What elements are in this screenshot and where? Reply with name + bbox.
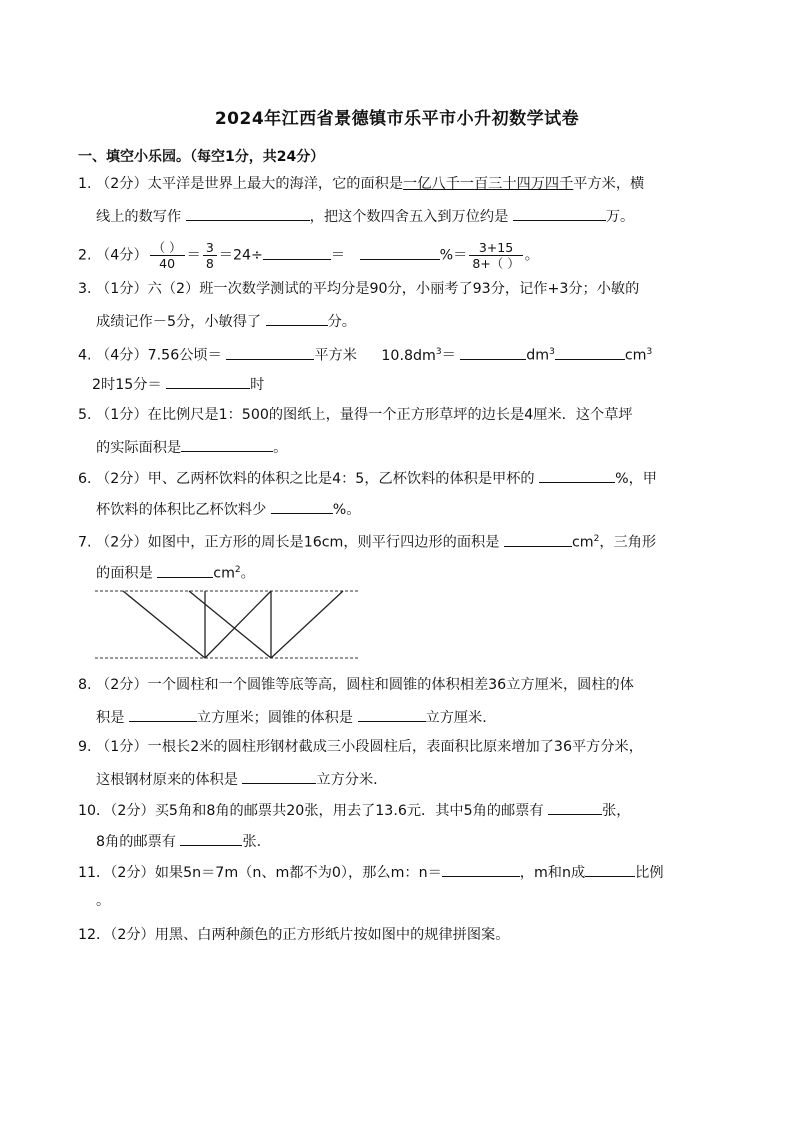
q2-blank-1[interactable] [263, 244, 331, 260]
question-11-line-1 [78, 861, 664, 883]
q2-equals-2: ＝ [330, 247, 346, 264]
q2-fraction-1-numerator: （ ） [150, 240, 185, 256]
q4-blank-1[interactable] [226, 344, 314, 360]
q2-fraction-3-numerator: 3+15 [469, 240, 522, 256]
figure-triangle-edge [271, 591, 343, 658]
q4-sup-1: 3 [435, 347, 442, 357]
q6-blank-1[interactable] [539, 467, 615, 483]
q2-percent: %＝ [439, 247, 468, 264]
question-10-line-1 [78, 799, 631, 821]
q5-blank-1[interactable] [181, 436, 273, 452]
q2-fraction-3 [469, 240, 522, 271]
q3-text-a: 成绩记作－5分，小敏得了 [96, 314, 262, 330]
question-1-line-1 [78, 174, 644, 194]
q5-text-b: 。 [273, 440, 288, 456]
question-8-line-2 [96, 706, 487, 728]
q10-blank-1[interactable] [548, 799, 602, 815]
q2-fraction-3-denominator: 8+（ ） [472, 256, 520, 271]
q10-text-d: 张. [242, 834, 262, 850]
question-4-line-1 [78, 342, 652, 366]
q7-sup-1: 2 [593, 534, 600, 544]
q2-end: 。 [524, 247, 539, 264]
q6-blank-2[interactable] [271, 498, 333, 514]
q8-blank-1[interactable] [129, 706, 197, 722]
q11-text-a: 11．（2分）如果5n＝7m（n、m都不为0），那么m：n＝ [78, 865, 442, 881]
q10-text-b: 张， [602, 803, 631, 819]
q2-equals-1: ＝ [186, 247, 201, 264]
question-9-line-2 [96, 768, 378, 790]
q2-blank-2[interactable] [360, 244, 440, 260]
q10-blank-2[interactable] [180, 830, 242, 846]
q4-text-a: 4. （4分）7.56公顷＝ [78, 347, 222, 364]
question-5-line-1: 5. （1分）在比例尺是1：500的图纸上，量得一个正方形草坪的边长是4厘米．这个草坪 [78, 407, 633, 423]
q8-text-b: 立方厘米；圆锥的体积是 [196, 710, 353, 726]
q1-text-a: 线上的数写作 [96, 209, 182, 225]
q4-text-b: 平方米 [314, 347, 357, 364]
question-2-line-1 [78, 240, 539, 271]
q8-blank-2[interactable] [358, 706, 426, 722]
q6-text-b: %，甲 [615, 471, 657, 487]
q10-text-a: 10．（2分）买5角和8角的邮票共20张，用去了13.6元．其中5角的邮票有 [78, 803, 544, 819]
q4-text-c: 10.8dm [381, 347, 436, 364]
q6-text-d: %。 [332, 502, 361, 518]
question-11-line-2: 。 [96, 893, 111, 909]
q8-text-c: 立方厘米. [425, 710, 487, 726]
q1-text-c: 万。 [605, 209, 635, 225]
q2-fraction-2-numerator: 3 [203, 240, 217, 256]
q4-blank-4[interactable] [166, 373, 250, 389]
q11-text-c: 比例 [635, 865, 664, 881]
question-7-line-1 [78, 529, 656, 553]
figure-parallelogram-right-edge [189, 591, 271, 658]
question-5-line-2 [96, 436, 287, 458]
q1-blank-1[interactable] [186, 205, 310, 221]
question-8-line-1: 8. （2分）一个圆柱和一个圆锥等底等高，圆柱和圆锥的体积相差36立方厘米，圆柱的体 [78, 677, 634, 693]
q3-text-b: 分。 [327, 314, 356, 330]
q11-blank-2[interactable] [585, 861, 635, 877]
q3-blank-1[interactable] [266, 310, 328, 326]
figure-square-diagonal [205, 591, 271, 658]
q7-text-f: 。 [240, 565, 255, 582]
q4-text-d: ＝ [441, 347, 456, 364]
question-10-line-2 [96, 830, 261, 852]
q5-text-a: 的实际面积是 [96, 440, 182, 456]
q7-text-c: ，三角形 [599, 534, 657, 551]
q2-fraction-2-denominator: 8 [205, 256, 214, 271]
q7-text-e: cm [213, 565, 235, 582]
q1-suffix: 平方米，横 [573, 176, 645, 192]
q7-text-a: 7. （2分）如图中，正方形的周长是16cm，则平行四边形的面积是 [78, 534, 500, 551]
question-6-line-2 [96, 498, 360, 520]
q2-prefix: 2. （4分） [78, 247, 148, 264]
square-parallelogram-triangle-figure [95, 587, 360, 662]
q2-fraction-1 [150, 240, 185, 271]
q6-text-a: 6. （2分）甲、乙两杯饮料的体积之比是4：5，乙杯饮料的体积是甲杯的 [78, 471, 535, 487]
q7-text-d: 的面积是 [96, 565, 153, 582]
q4-sup-2: 3 [549, 347, 555, 357]
q1-text-b: ，把这个数四舍五入到万位约是 [309, 209, 509, 225]
question-7-line-2 [96, 560, 255, 584]
q4-sup-3: 3 [646, 347, 653, 357]
q4-text-f: cm [624, 347, 647, 364]
page-title: 2024年江西省景德镇市乐平市小升初数学试卷 [214, 109, 580, 129]
q2-divide: ＝24÷ [218, 247, 263, 264]
q10-text-c: 8角的邮票有 [96, 834, 176, 850]
question-6-line-1 [78, 467, 657, 489]
q9-text-a: 这根钢材原来的体积是 [96, 772, 238, 788]
q4-blank-2[interactable] [460, 344, 526, 360]
q11-blank-1[interactable] [442, 861, 520, 877]
q9-blank-1[interactable] [242, 768, 316, 784]
q9-text-b: 立方分米. [316, 772, 378, 788]
q4-text-e: dm [526, 347, 550, 364]
q7-blank-2[interactable] [157, 562, 213, 578]
question-3-line-1: 3. （1分）六（2）班一次数学测试的平均分是90分，小丽考了93分，记作+3分；小敏的 [78, 281, 640, 297]
q2-fraction-1-denominator: 40 [159, 256, 176, 271]
q4-text-h: 时 [250, 377, 265, 393]
question-4-line-2 [92, 373, 264, 395]
q8-text-a: 积是 [96, 710, 125, 726]
q1-blank-2[interactable] [513, 205, 606, 221]
q2-fraction-2 [203, 240, 217, 271]
question-9-line-1: 9. （1分）一根长2米的圆柱形钢材截成三小段圆柱后，表面积比原来增加了36平方分米， [78, 739, 643, 755]
q6-text-c: 杯饮料的体积比乙杯饮料少 [96, 502, 267, 518]
question-1-line-2 [96, 205, 634, 227]
q11-text-b: ，m和n成 [519, 865, 586, 881]
q7-sup-2: 2 [234, 565, 241, 575]
q7-blank-1[interactable] [504, 531, 572, 547]
q4-blank-3[interactable] [555, 344, 625, 360]
question-3-line-2 [96, 310, 356, 332]
q4-text-g: 2时15分＝ [92, 377, 162, 393]
q1-prefix: 1. （2分）太平洋是世界上最大的海洋，它的面积是 [78, 176, 404, 192]
section-heading-1: 一、填空小乐园。（每空1分，共24分） [78, 149, 325, 165]
q1-underlined-number: 一亿八千一百三十四万四千 [403, 176, 574, 192]
question-12-line-1: 12．（2分）用黑、白两种颜色的正方形纸片按如图中的规律拼图案。 [78, 927, 510, 943]
q7-text-b: cm [571, 534, 594, 551]
figure-parallelogram-left-edge [123, 591, 205, 658]
